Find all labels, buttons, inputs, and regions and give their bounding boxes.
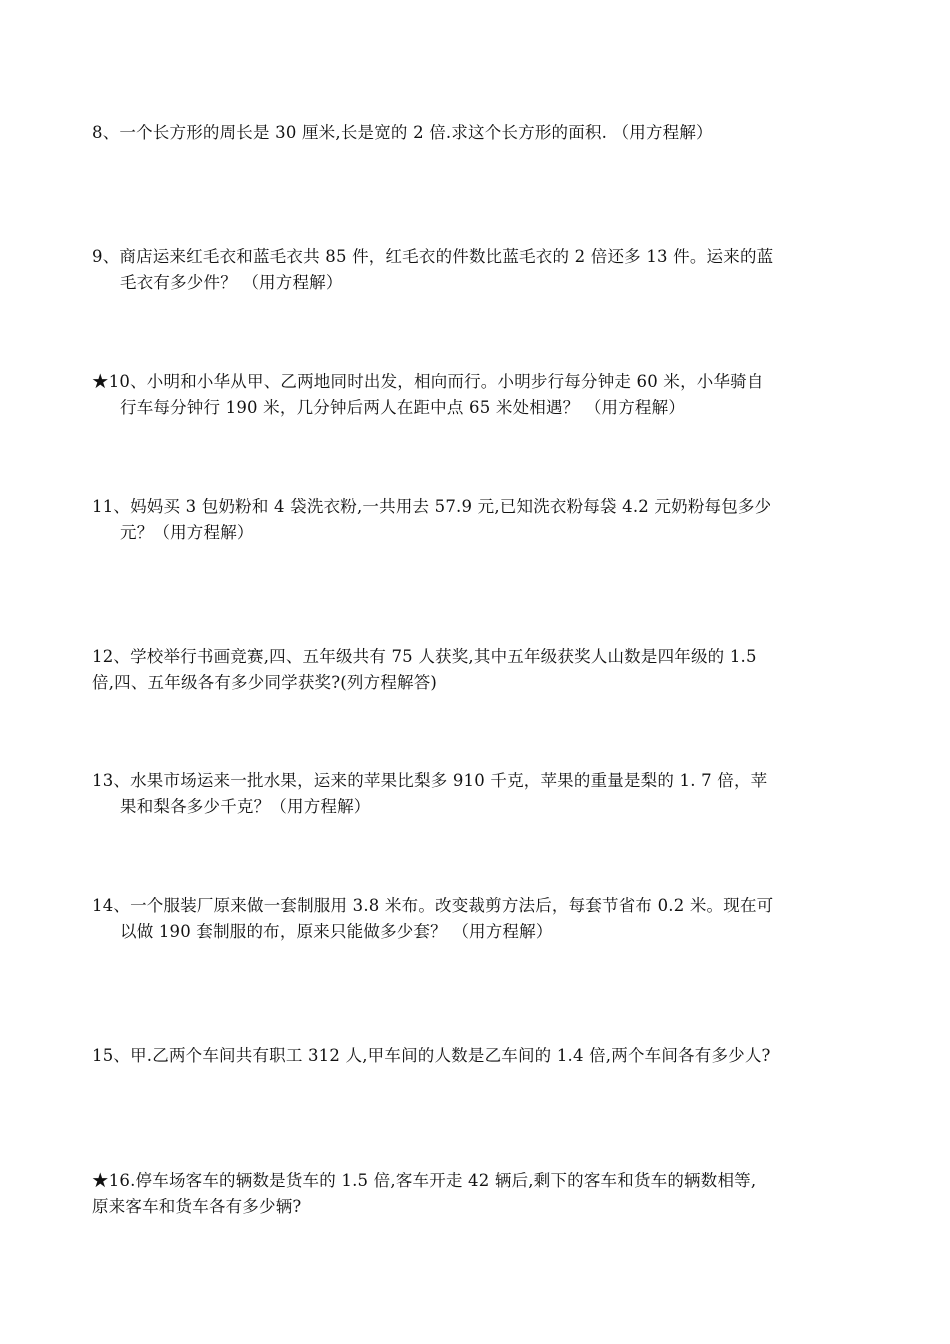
problem-12-line-1: 12、学校举行书画竞赛,四、五年级共有 75 人获奖,其中五年级获奖人山数是四年级的 1.5 — [92, 647, 757, 666]
problem-11-line-2: 元？（用方程解） — [120, 523, 254, 542]
problem-13-line-2: 果和梨各多少千克？（用方程解） — [120, 797, 371, 816]
problem-10-line-1: ★10、小明和小华从甲、乙两地同时出发，相向而行。小明步行每分钟走 60 米，小华骑自 — [92, 372, 764, 391]
problem-9 — [92, 244, 862, 296]
problem-16 — [92, 1168, 862, 1220]
problem-14 — [92, 893, 862, 945]
problem-14-line-2: 以做 190 套制服的布，原来只能做多少套？ （用方程解） — [120, 922, 553, 941]
problem-12 — [92, 644, 862, 696]
problem-9-line-1: 9、商店运来红毛衣和蓝毛衣共 85 件，红毛衣的件数比蓝毛衣的 2 倍还多 13 件。运来的蓝 — [92, 247, 774, 266]
problem-15-line-1: 15、甲.乙两个车间共有职工 312 人,甲车间的人数是乙车间的 1.4 倍,两个车间各有多少人? — [92, 1046, 771, 1065]
problem-15 — [92, 1043, 862, 1069]
problem-8 — [92, 120, 862, 146]
problem-10-line-2: 行车每分钟行 190 米，几分钟后两人在距中点 65 米处相遇？ （用方程解） — [120, 398, 686, 417]
problem-12-line-2: 倍,四、五年级各有多少同学获奖?(列方程解答) — [92, 673, 438, 692]
problem-11-line-1: 11、妈妈买 3 包奶粉和 4 袋洗衣粉,一共用去 57.9 元,已知洗衣粉每袋 4.2 元奶粉每包多少 — [92, 497, 772, 516]
problem-16-line-2: 原来客车和货车各有多少辆? — [92, 1197, 302, 1216]
problem-9-line-2: 毛衣有多少件？ （用方程解） — [120, 273, 343, 292]
problem-14-line-1: 14、一个服装厂原来做一套制服用 3.8 米布。改变裁剪方法后，每套节省布 0.2 米。现在可 — [92, 896, 774, 915]
problem-11 — [92, 494, 862, 546]
problem-8-line-1: 8、一个长方形的周长是 30 厘米,长是宽的 2 倍.求这个长方形的面积. （用方程解） — [92, 123, 713, 142]
problem-13 — [92, 768, 862, 820]
problem-16-line-1: ★16.停车场客车的辆数是货车的 1.5 倍,客车开走 42 辆后,剩下的客车和货车的辆数相等, — [92, 1171, 757, 1190]
problem-10 — [92, 369, 862, 421]
problem-13-line-1: 13、水果市场运来一批水果，运来的苹果比梨多 910 千克，苹果的重量是梨的 1. 7 倍，苹 — [92, 771, 768, 790]
